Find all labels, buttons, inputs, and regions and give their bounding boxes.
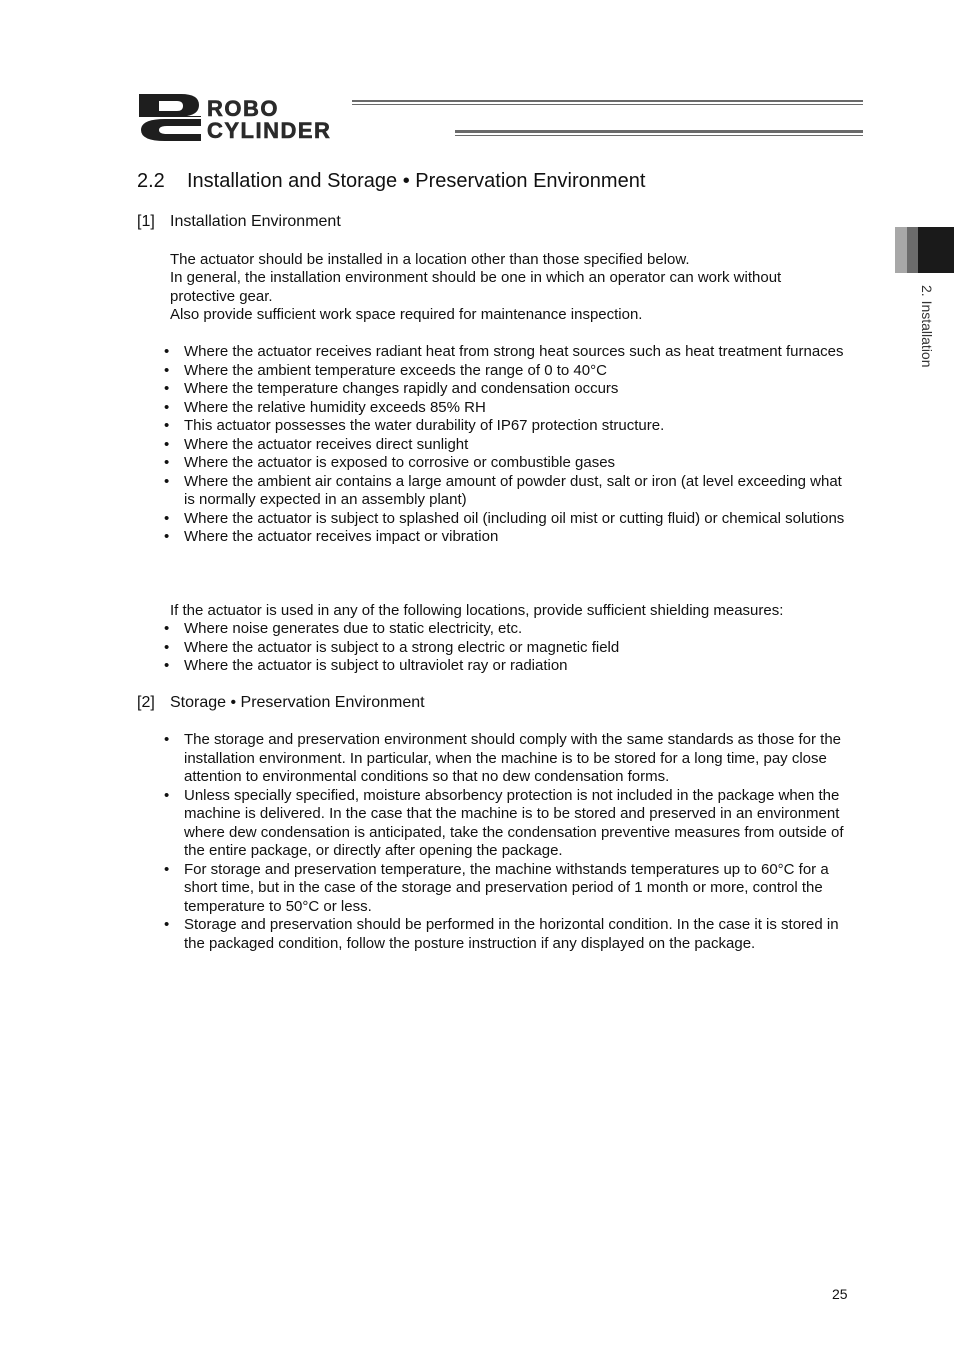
- section-title: [137, 170, 645, 193]
- section-title-text: Installation and Storage • Preservation Environment: [187, 170, 646, 192]
- storage-bullets: [162, 731, 852, 953]
- list-item: • Storage and preservation should be performed in the horizontal condition. In the case it is stored in the packaged condition, follow the posture instruction if any displayed on the package.: [162, 916, 852, 953]
- list-item: • This actuator possesses the water durability of IP67 protection structure.: [162, 417, 852, 436]
- storage-bracket: [2]: [137, 694, 155, 711]
- intro-line: Also provide sufficient work space required for maintenance inspection.: [170, 305, 643, 323]
- list-item: • Where the temperature changes rapidly and condensation occurs: [162, 380, 852, 399]
- installation-heading: [137, 213, 341, 231]
- rc-logo-icon: [137, 92, 205, 142]
- logo-cylinder-text: CYLINDER: [207, 118, 332, 143]
- shield-bullets: [162, 620, 852, 676]
- header-rule-top-2: [352, 104, 863, 105]
- section-number: 2.2: [137, 170, 165, 192]
- storage-heading: [137, 694, 425, 712]
- storage-heading-text: Storage • Preservation Environment: [170, 694, 425, 711]
- installation-heading-text: Installation Environment: [170, 213, 341, 230]
- list-item: • Where the ambient temperature exceeds the range of 0 to 40°C: [162, 362, 852, 381]
- list-item: • Where the actuator is subject to splashed oil (including oil mist or cutting fluid) or chemical solutions: [162, 510, 852, 529]
- list-item: • Where the actuator is exposed to corrosive or combustible gases: [162, 454, 852, 473]
- list-item: • Where noise generates due to static electricity, etc.: [162, 620, 852, 639]
- logo-robo-text: ROBO: [207, 96, 279, 121]
- list-item: • Where the actuator is subject to a strong electric or magnetic field: [162, 639, 852, 658]
- list-item: • Where the actuator receives direct sunlight: [162, 436, 852, 455]
- header-rule-bottom-2: [455, 135, 863, 136]
- list-item: • The storage and preservation environment should comply with the same standards as those for the installation environment. In particular, when the machine is to be stored for a long time, pay close attention to environmental conditions so that no dew condensation forms.: [162, 731, 852, 787]
- list-item: • For storage and preservation temperature, the machine withstands temperatures up to 60°C for a short time, but in the case of the storage and preservation period of 1 month or more, control the temperature to 50°C or less.: [162, 861, 852, 917]
- side-tab-dark: [918, 227, 954, 273]
- page-number: 25: [832, 1286, 848, 1302]
- header-rule-top: [352, 100, 863, 102]
- list-item: • Unless specially specified, moisture absorbency protection is not included in the package when the machine is delivered. In the case that the machine is to be stored and preserved in an environment where dew condensation is anticipated, take the condensation preventive measures from outside of the entire package, or directly after opening the package.: [162, 787, 852, 861]
- intro-line: In general, the installation environment should be one in which an operator can work without protective gear.: [170, 269, 782, 305]
- list-item: • Where the relative humidity exceeds 85% RH: [162, 399, 852, 418]
- shield-intro: If the actuator is used in any of the following locations, provide sufficient shielding measures:: [170, 602, 784, 619]
- header-rule-bottom: [455, 130, 863, 133]
- list-item: • Where the actuator is subject to ultraviolet ray or radiation: [162, 657, 852, 676]
- side-tab-mid: [907, 227, 918, 273]
- installation-bracket: [1]: [137, 213, 155, 230]
- side-tab-label: 2. Installation: [919, 285, 935, 368]
- list-item: • Where the actuator receives radiant heat from strong heat sources such as heat treatment furnaces: [162, 343, 852, 362]
- list-item: • Where the ambient air contains a large amount of powder dust, salt or iron (at level exceeding what is normally expected in an assembly plant): [162, 473, 852, 510]
- installation-intro: [170, 251, 850, 324]
- installation-bullets: [162, 343, 852, 547]
- list-item: • Where the actuator receives impact or vibration: [162, 528, 852, 547]
- intro-line: The actuator should be installed in a location other than those specified below.: [170, 251, 690, 268]
